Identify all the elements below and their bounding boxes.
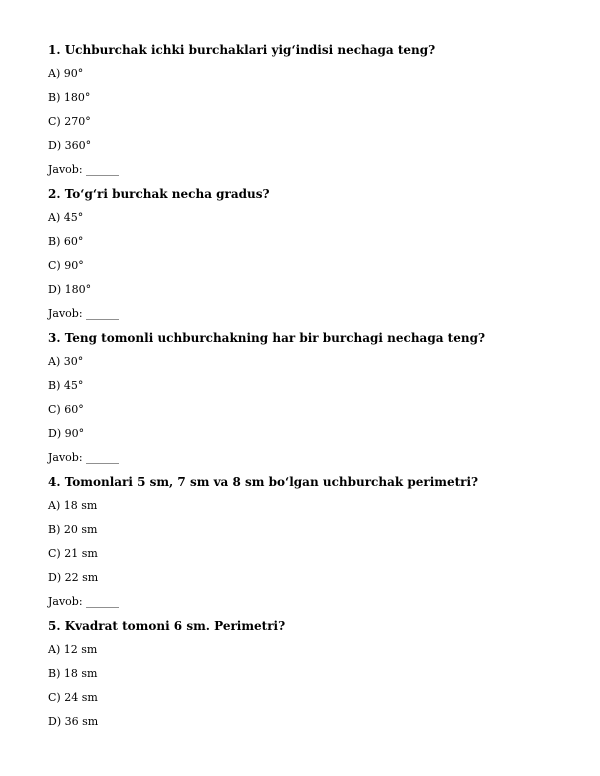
question-2 bbox=[48, 182, 568, 326]
option-a: A) 90° bbox=[48, 67, 84, 80]
question-5 bbox=[48, 614, 568, 734]
option-c: C) 60° bbox=[48, 403, 84, 416]
option-b: B) 45° bbox=[48, 379, 84, 392]
option-b: B) 20 sm bbox=[48, 523, 98, 536]
option-d: D) 22 sm bbox=[48, 571, 99, 584]
question-1 bbox=[48, 38, 568, 182]
answer-line: Javob: ______ bbox=[48, 451, 120, 464]
question-title: 3. Teng tomonli uchburchakning har bir burchagi nechaga teng? bbox=[48, 331, 485, 345]
question-title: 2. To‘g‘ri burchak necha gradus? bbox=[48, 187, 270, 201]
option-d: D) 360° bbox=[48, 139, 92, 152]
option-a: A) 12 sm bbox=[48, 643, 98, 656]
answer-line: Javob: ______ bbox=[48, 595, 120, 608]
question-3 bbox=[48, 326, 568, 470]
option-c: C) 270° bbox=[48, 115, 91, 128]
question-title: 4. Tomonlari 5 sm, 7 sm va 8 sm bo‘lgan uchburchak perimetri? bbox=[48, 475, 479, 489]
option-b: B) 180° bbox=[48, 91, 91, 104]
question-4 bbox=[48, 470, 568, 614]
answer-line: Javob: ______ bbox=[48, 307, 120, 320]
question-title: 1. Uchburchak ichki burchaklari yig‘indisi nechaga teng? bbox=[48, 43, 436, 57]
option-a: A) 45° bbox=[48, 211, 84, 224]
question-title: 5. Kvadrat tomoni 6 sm. Perimetri? bbox=[48, 619, 286, 633]
option-d: D) 180° bbox=[48, 283, 92, 296]
worksheet-page bbox=[48, 38, 568, 734]
option-c: C) 24 sm bbox=[48, 691, 98, 704]
option-a: A) 30° bbox=[48, 355, 84, 368]
option-b: B) 60° bbox=[48, 235, 84, 248]
option-c: C) 90° bbox=[48, 259, 84, 272]
answer-line: Javob: ______ bbox=[48, 163, 120, 176]
option-a: A) 18 sm bbox=[48, 499, 98, 512]
option-d: D) 90° bbox=[48, 427, 85, 440]
option-b: B) 18 sm bbox=[48, 667, 98, 680]
option-d: D) 36 sm bbox=[48, 715, 99, 728]
option-c: C) 21 sm bbox=[48, 547, 98, 560]
